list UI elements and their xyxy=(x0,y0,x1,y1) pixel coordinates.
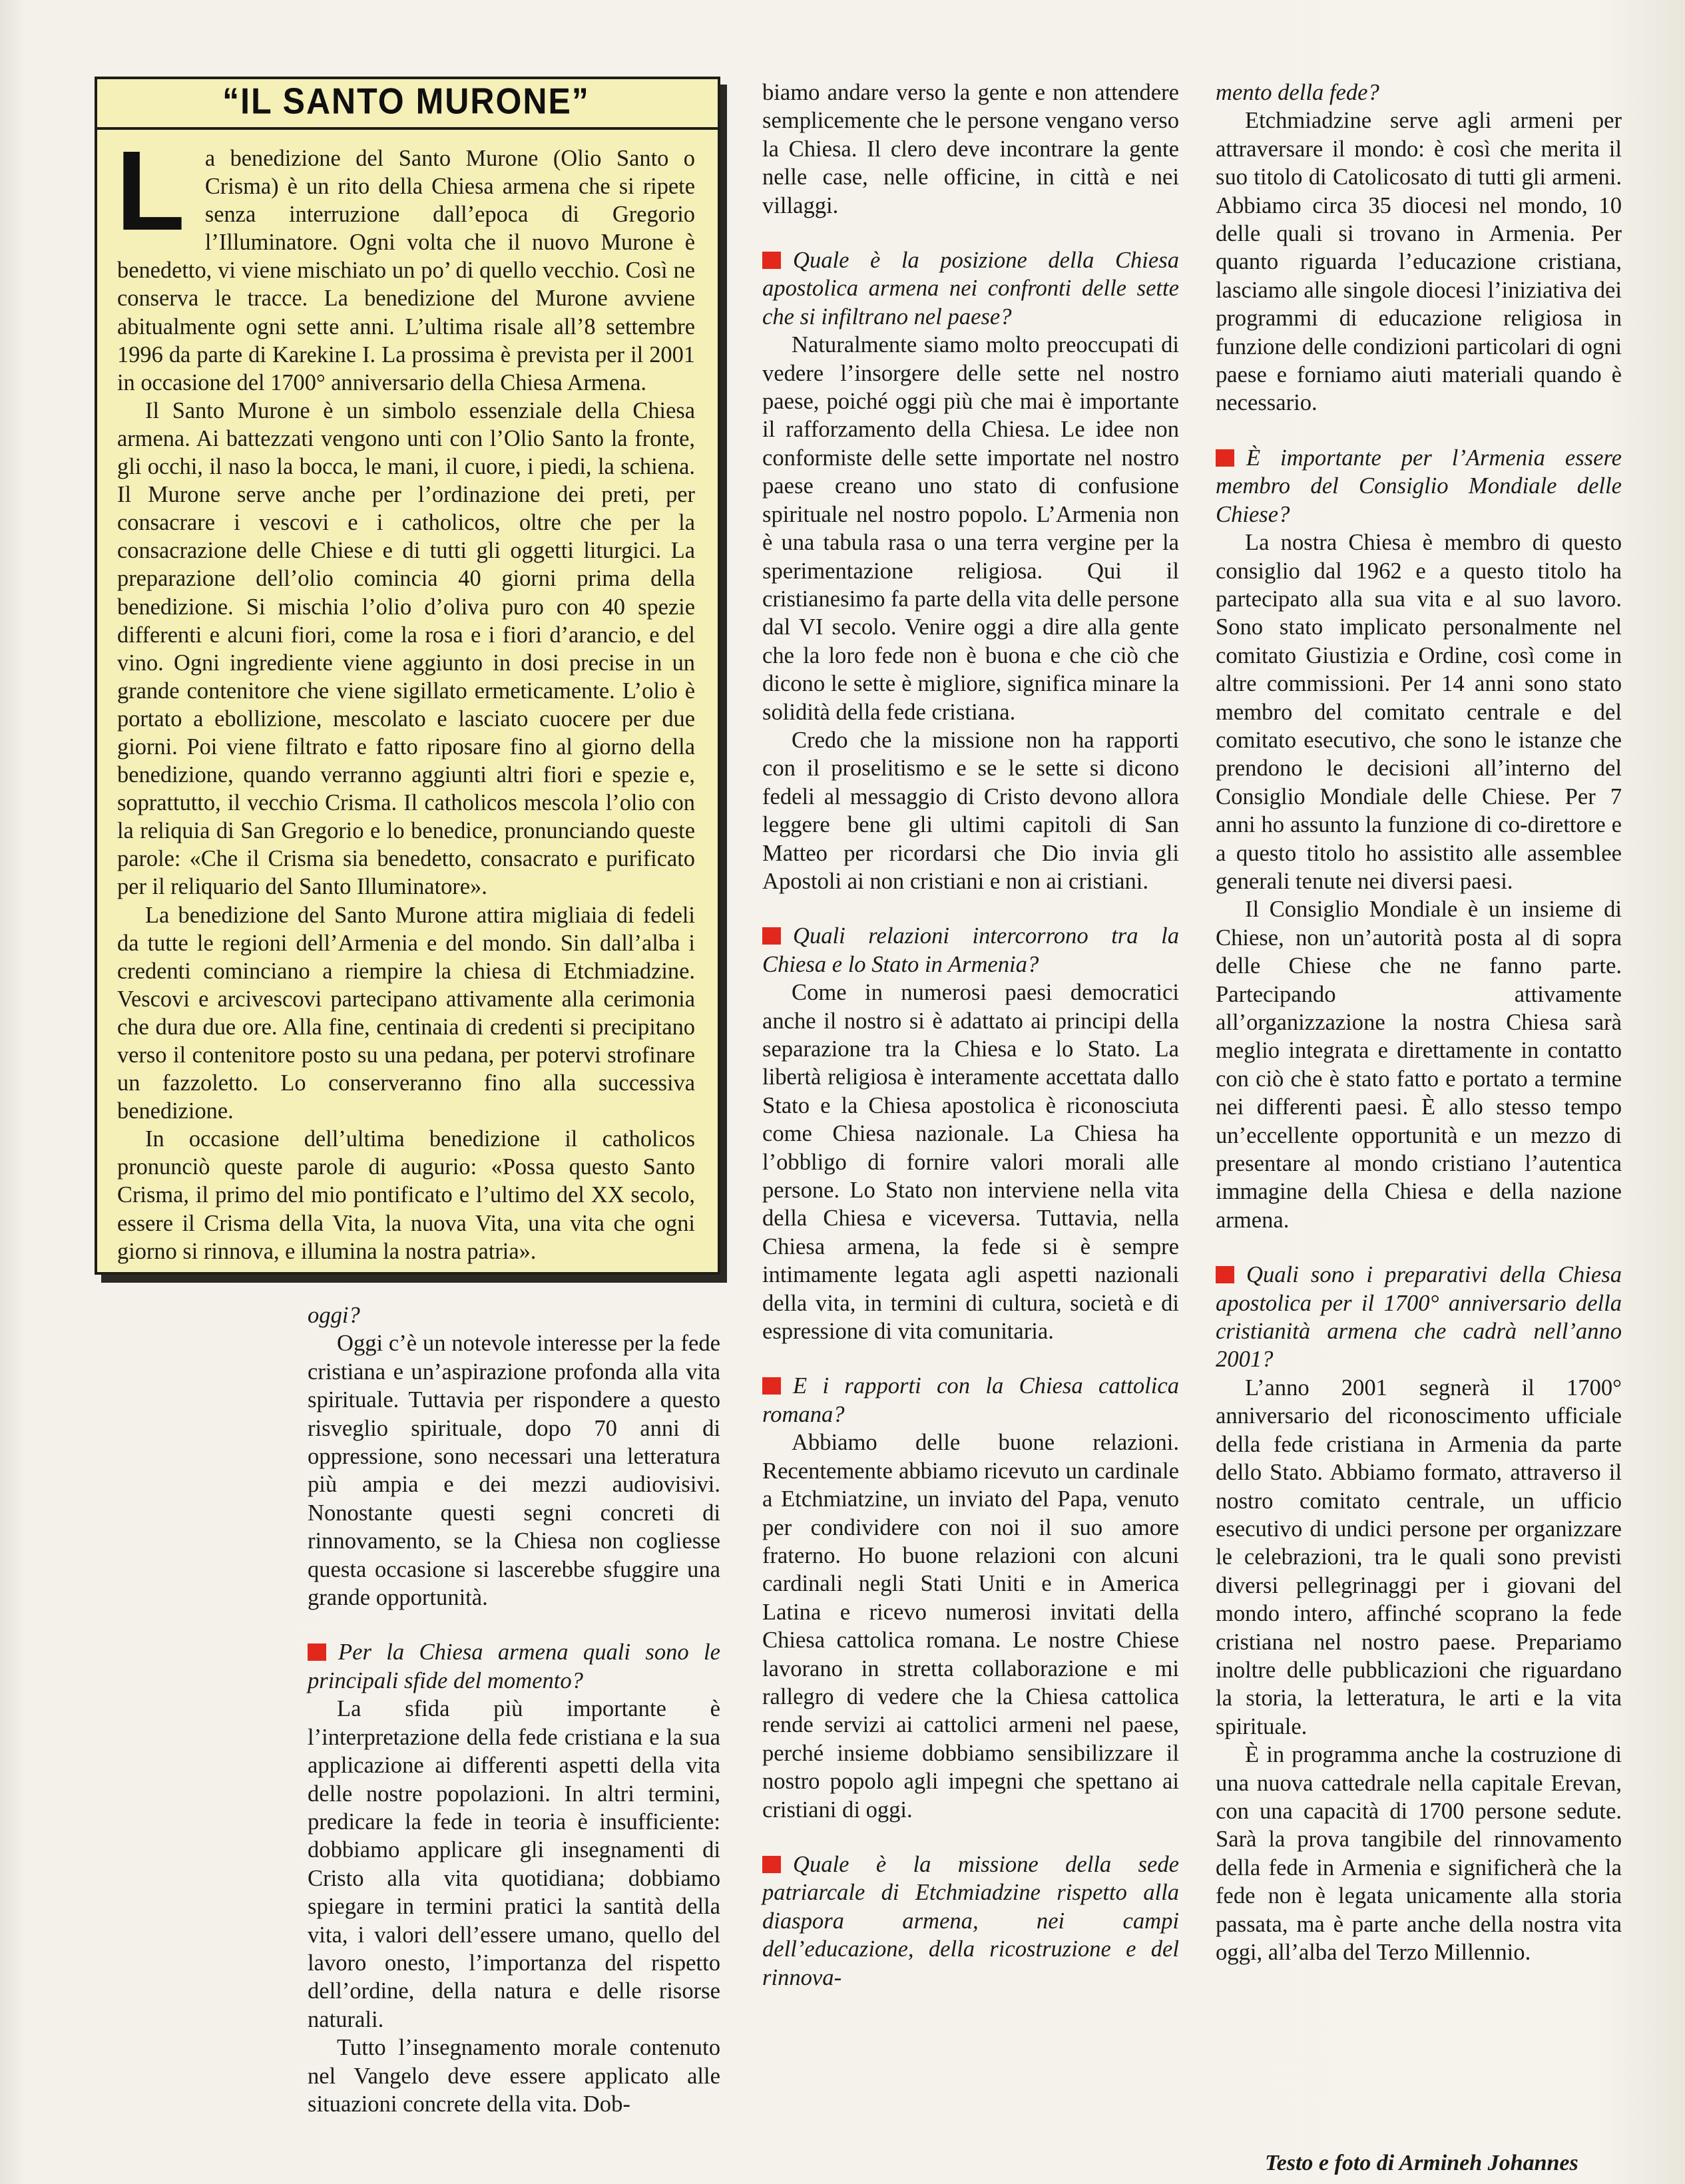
sidebar-title: “IL SANTO MURONE” xyxy=(222,81,590,122)
red-square-marker xyxy=(762,252,781,269)
sidebar-box xyxy=(95,77,720,1275)
drop-cap: L xyxy=(116,128,185,254)
column-1 xyxy=(308,1301,720,2118)
red-square-marker xyxy=(762,1377,781,1395)
answer-paragraph: Come in numerosi paesi democratici anche il nostro si è adattato ai principi della separazione tra la Chiesa e lo Stato. La libertà religiosa è interamente accettata dallo Stato e la Chiesa apostolica è riconosciuta come Chiesa nazionale. La Chiesa ha l’obbligo di fornire valori morali alle persone. Lo Stato non interviene nella vita della Chiesa e viceversa. Tuttavia, nella Chiesa armena, la fede si è sempre intimamente legata agli aspetti nazionali della vita, in termini di cultura, società e di espressione di vita comunitaria. xyxy=(762,980,1179,1345)
answer-paragraph: Il Consiglio Mondiale è un insieme di Chiese, non un’autorità posta al di sopra delle Chiese che ne fanno parte. Partecipando attivamente all’organizzazione la nostra Chiesa sarà meglio integrata e direttamente in contatto con ciò che è stato fatto e portato a termine nei differenti paesi. È allo stesso tempo un’eccellente opportunità e un mezzo di presentare al mondo cristiano l’autentica immagine della Chiesa e della nazione armena. xyxy=(1216,897,1622,1233)
interview-question: E i rapporti con la Chiesa cattolica romana? xyxy=(762,1373,1179,1427)
interview-question: Quali sono i preparativi della Chiesa apostolica per il 1700° anniversario della cristianità armena che cadrà nell’anno 2001? xyxy=(1216,1262,1622,1373)
continued-question: oggi? xyxy=(308,1303,360,1328)
answer-paragraph: La sfida più importante è l’interpretazione della fede cristiana e la sua applicazione ai differenti aspetti della vita delle nostre popolazioni. In altri termini, predicare la fede in teoria è insufficiente: dobbiamo applicare gli insegnamenti di Cristo alla vita quotidiana; dobbiamo spiegare in termini pratici la santità della vita, i valori dell’essere umano, quello del lavoro onesto, l’importanza del rispetto dell’ordine, della natura e delle risorse naturali. xyxy=(308,1696,720,2032)
answer-paragraph: L’anno 2001 segnerà il 1700° anniversario del riconoscimento ufficiale della fede cristiana in Armenia da parte dello Stato. Abbiamo formato, attraverso il nostro comitato centrale, un ufficio esecutivo di undici persone per organizzare le celebrazioni, tra le quali sono previsti diversi pellegrinaggi per i giovani del mondo intero, affinché scoprano la fede cristiana nel nostro paese. Prepariamo inoltre delle pubblicazioni che riguardano la storia, la letteratura, le arti e la vita spirituale. xyxy=(1216,1375,1622,1739)
sidebar-paragraph: La benedizione del Santo Murone (Olio Santo o Crisma) è un rito della Chiesa armena che si ripete senza interruzione dall’epoca di Gregorio l’Illuminatore. Ogni volta che il nuovo Murone è benedetto, vi viene mischiato un po’ di quello vecchio. Così ne conserva le tracce. La benedizione del Murone avviene abitualmente ogni sette anni. L’ultima risale all’8 settembre 1996 da parte di Karekine I. La prossima è prevista per il 2001 in occasione del 1700° anniversario della Chiesa Armena. xyxy=(116,128,695,395)
answer-paragraph: Abbiamo delle buone relazioni. Recentemente abbiamo ricevuto un cardinale a Etchmiatzine, un inviato del Papa, venuto per condividere con noi il suo amore fraterno. Ho buone relazioni con alcuni cardinali negli Stati Uniti e in America Latina e ricevo numerosi invitati della Chiesa cattolica romana. Le nostre Chiese lavorano in stretta collaborazione e mi rallegro di vedere che la Chiesa cattolica rende servizi ai cattolici armeni nel paese, perché insieme dobbiamo sensibilizzare il nostro popolo agli impegni che spettano ai cristiani di oggi. xyxy=(762,1430,1179,1823)
interview-question: Quali relazioni intercorrono tra la Chiesa e lo Stato in Armenia? xyxy=(762,923,1179,977)
red-square-marker xyxy=(762,1856,781,1873)
sidebar-paragraph: Il Santo Murone è un simbolo essenziale della Chiesa armena. Ai battezzati vengono unti con l’Olio Santo la fronte, gli occhi, il naso la bocca, le mani, il cuore, i piedi, la schiena. Il Murone serve anche per l’ordinazione dei preti, per consacrare i vescovi e i catholicos, oltre che per la consacrazione delle Chiese e di tutti gli oggetti liturgici. La preparazione dell’olio comincia 40 giorni prima della benedizione. Si mischia l’olio d’oliva puro con 40 spezie differenti e alcuni fiori, come la rosa e i fiori d’arancio, e del vino. Ogni ingrediente viene aggiunto in dosi precise in un grande contenitore che viene sigillato ermeticamente. L’olio è portato a ebollizione, mescolato e lasciato cuocere per due giorni. Poi viene filtrato e fatto riposare fino al giorno della benedizione, quando verranno aggiunti altri fiori e spezie e, soprattutto, il vecchio Crisma. Il catholicos mescola l’olio con la reliquia di San Gregorio e lo benedice, pronunciando queste parole: «Che il Crisma sia benedetto, consacrato e purificato per il reliquario del Santo Illuminatore». xyxy=(117,397,695,900)
red-square-marker xyxy=(762,927,781,945)
sidebar-title-rule xyxy=(97,127,718,130)
sidebar-paragraph: In occasione dell’ultima benedizione il catholicos pronunciò queste parole di augurio: «Possa questo Santo Crisma, il primo del mio pontificato e l’ultimo del XX secolo, essere il Crisma della Vita, la nuova Vita, una vita che ogni giorno si rinnova, e illumina la nostra patria». xyxy=(117,1126,695,1264)
interview-question: Quale è la posizione della Chiesa apostolica armena nei confronti delle sette che si infiltrano nel paese? xyxy=(762,248,1179,329)
answer-paragraph: Naturalmente siamo molto preoccupati di vedere l’insorgere delle sette nel nostro paese, poiché oggi più che mai è importante il rafforzamento della Chiesa. Le idee non conformiste delle sette importate nel nostro paese creano uno stato di confusione spirituale nel nostro popolo. L’Armenia non è una tabula rasa o una terra vergine per la sperimentazione religiosa. Qui il cristianesimo fa parte della vita delle persone dal VI secolo. Venire oggi a dire alla gente che la loro fede non è buona e che ciò che dicono le sette è migliore, significa minare la solidità della fede cristiana. xyxy=(762,332,1179,725)
answer-paragraph: Credo che la missione non ha rapporti con il proselitismo e se le sette si dicono fedeli al messaggio di Cristo devono allora leggere bene gli ultimi capitoli di San Matteo per ricordarsi che Dio invia gli Apostoli ai non cristiani e non ai cristiani. xyxy=(762,727,1179,894)
answer-paragraph: biamo andare verso la gente e non attendere semplicemente che le persone vengano verso la Chiesa. Il clero deve incontrare la gente nelle case, nelle officine, in città e nei villaggi. xyxy=(762,80,1179,218)
interview-question: Per la Chiesa armena quali sono le principali sfide del momento? xyxy=(308,1639,720,1693)
sidebar-text xyxy=(116,128,695,1265)
sidebar-paragraph: La benedizione del Santo Murone attira migliaia di fedeli da tutte le regioni dell’Armenia e del mondo. Sin dall’alba i credenti cominciano a riempire la chiesa di Etchmiadzine. Vescovi e arcivescovi partecipano attivamente alla cerimonia che dura due ore. Alla fine, centinaia di credenti si precipitano verso il contenitore posto su una pedana, per potervi strofinare un fazzoletto. Lo conserveranno fino alla successiva benedizione. xyxy=(117,902,695,1124)
red-square-marker xyxy=(1216,1266,1234,1283)
continued-question: mento della fede? xyxy=(1216,80,1379,105)
answer-paragraph: Oggi c’è un notevole interesse per la fede cristiana e un’aspirazione profonda alla vita spirituale. Tuttavia per rispondere a questo risveglio spirituale, dopo 70 anni di oppressione, sono necessari una letteratura più ampia e dei mezzi audiovisivi. Nonostante questi segni concreti di rinnovamento, se la Chiesa non cogliesse questa occasione si lascerebbe sfuggire una grande opportunità. xyxy=(308,1331,720,1611)
photo-credit: Testo e foto di Armineh Johannes xyxy=(1265,2151,1578,2175)
answer-paragraph: Tutto l’insegnamento morale contenuto nel Vangelo deve essere applicato alle situazioni concrete della vita. Dob- xyxy=(308,2035,720,2117)
red-square-marker xyxy=(308,1643,326,1661)
interview-question: Quale è la missione della sede patriarcale di Etchmiadzine rispetto alla diaspora armena, nei campi dell’educazione, della ricostruzione e del rinnova- xyxy=(762,1851,1179,1990)
answer-paragraph: La nostra Chiesa è membro di questo consiglio dal 1962 e a questo titolo ha partecipato alla sua vita e al suo lavoro. Sono stato implicato personalmente nel comitato Giustizia e Ordine, così come in altre commissioni. Per 14 anni sono stato membro del comitato centrale e del comitato esecutivo, che sono le istanze che prendono le decisioni all’interno del Consiglio Mondiale delle Chiese. Per 7 anni ho assunto la funzione di co-direttore e a questo titolo ho assistito alle assemblee generali tenute nei diversi paesi. xyxy=(1216,530,1622,894)
answer-paragraph: Etchmiadzine serve agli armeni per attraversare il mondo: è così che merita il suo titolo di Catolicosato di tutti gli armeni. Abbiamo circa 35 diocesi nel mondo, 10 delle quali si trovano in Armenia. Per quanto riguarda l’educazione cristiana, lasciamo alle singole diocesi l’iniziativa dei programmi di educazione religiosa in funzione delle condizioni particolari di ogni paese e forniamo aiuti materiali quando è necessario. xyxy=(1216,108,1622,416)
answer-paragraph: È in programma anche la costruzione di una nuova cattedrale nella capitale Erevan, con una capacità di 1700 persone sedute. Sarà la prova tangibile del rinnovamento della fede in Armenia e significherà che la fede non è legata unicamente alla storia passata, ma è parte anche della nostra vita oggi, all’alba del Terzo Millennio. xyxy=(1216,1742,1622,1965)
interview-question: È importante per l’Armenia essere membro del Consiglio Mondiale delle Chiese? xyxy=(1216,445,1622,527)
column-2 xyxy=(762,79,1179,1992)
red-square-marker xyxy=(1216,449,1234,467)
column-3 xyxy=(1216,79,1622,1966)
